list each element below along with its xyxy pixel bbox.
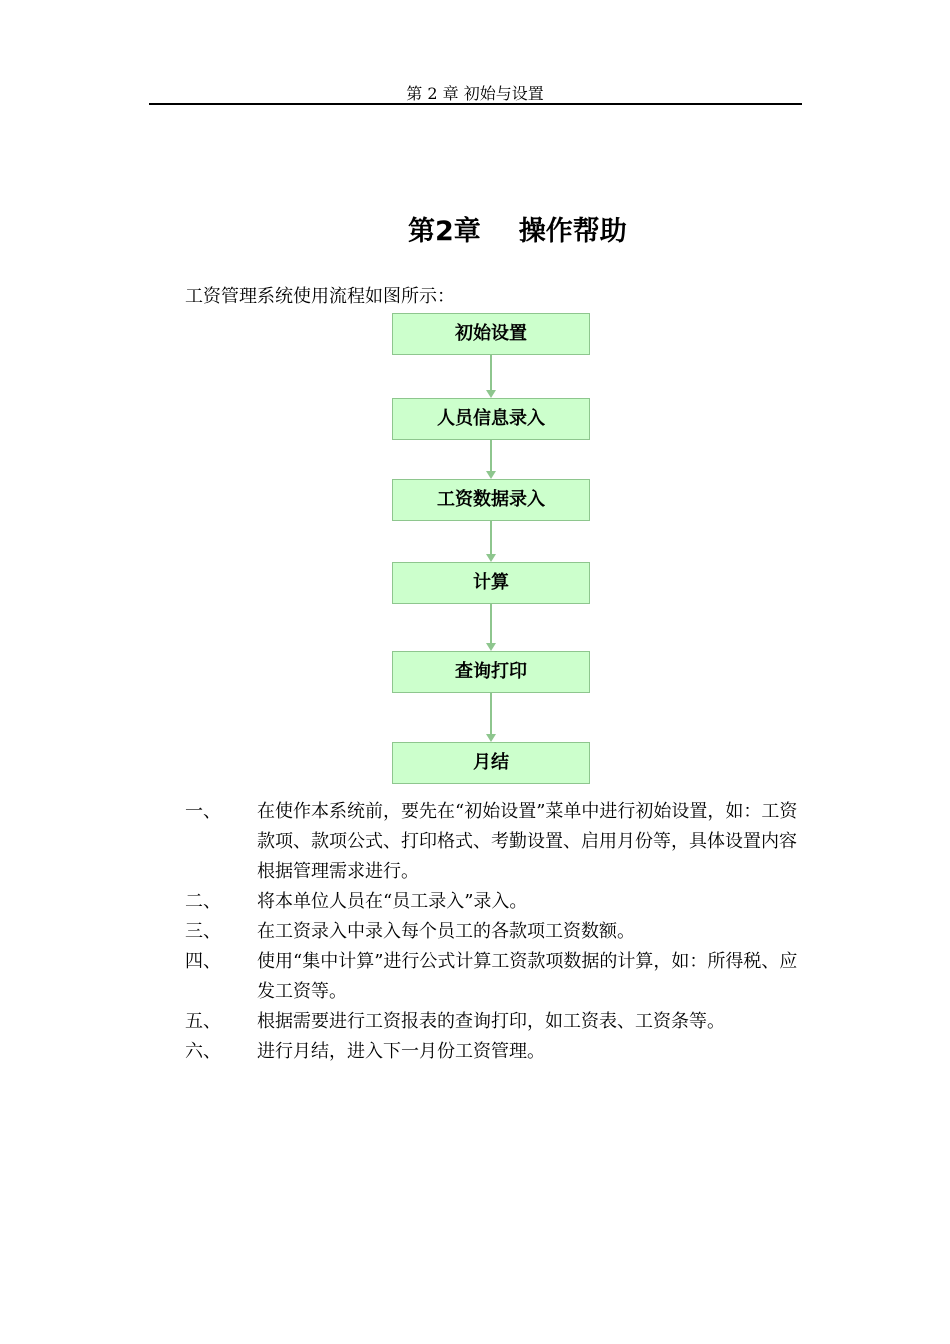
flow-step-month-end: 月结: [392, 742, 590, 784]
list-marker: 六、: [185, 1041, 221, 1062]
flow-step-personnel-entry: 人员信息录入: [392, 398, 590, 440]
list-text: 在使作本系统前，要先在“初始设置”菜单中进行初始设置，如：工资款项、款项公式、打印格式、考勤设置、启用月份等，具体设置内容根据管理需求进行。: [257, 801, 798, 882]
flow-step-salary-entry: 工资数据录入: [392, 479, 590, 521]
chapter-number: 第2章: [408, 216, 481, 247]
list-item: [185, 1037, 805, 1067]
flow-arrowhead: [486, 554, 496, 562]
chapter-name: 操作帮助: [518, 216, 627, 247]
list-marker: 五、: [185, 1011, 221, 1032]
list-marker: 一、: [185, 801, 221, 822]
intro-text: 工资管理系统使用流程如图所示：: [185, 286, 455, 307]
procedure-list: [185, 797, 805, 1067]
list-text: 将本单位人员在“员工录入”录入。: [257, 891, 528, 912]
list-item: [185, 797, 805, 887]
flow-arrowhead: [486, 734, 496, 742]
list-marker: 二、: [185, 891, 221, 912]
flow-arrowhead: [486, 471, 496, 479]
list-item: [185, 887, 805, 917]
list-item: [185, 947, 805, 1007]
flow-step-calculate: 计算: [392, 562, 590, 604]
flow-arrowhead: [486, 643, 496, 651]
list-text: 进行月结，进入下一月份工资管理。: [257, 1041, 545, 1062]
list-text: 根据需要进行工资报表的查询打印，如工资表、工资条等。: [257, 1011, 725, 1032]
running-header: 第 2 章 初始与设置: [406, 84, 544, 103]
flow-step-initial-setup: 初始设置: [392, 313, 590, 355]
list-text: 在工资录入中录入每个员工的各款项工资数额。: [257, 921, 635, 942]
list-item: [185, 1007, 805, 1037]
list-text: 使用“集中计算”进行公式计算工资款项数据的计算，如：所得税、应发工资等。: [257, 951, 798, 1002]
list-marker: 四、: [185, 951, 221, 972]
list-marker: 三、: [185, 921, 221, 942]
flow-arrowhead: [486, 390, 496, 398]
flow-step-query-print: 查询打印: [392, 651, 590, 693]
list-item: [185, 917, 805, 947]
